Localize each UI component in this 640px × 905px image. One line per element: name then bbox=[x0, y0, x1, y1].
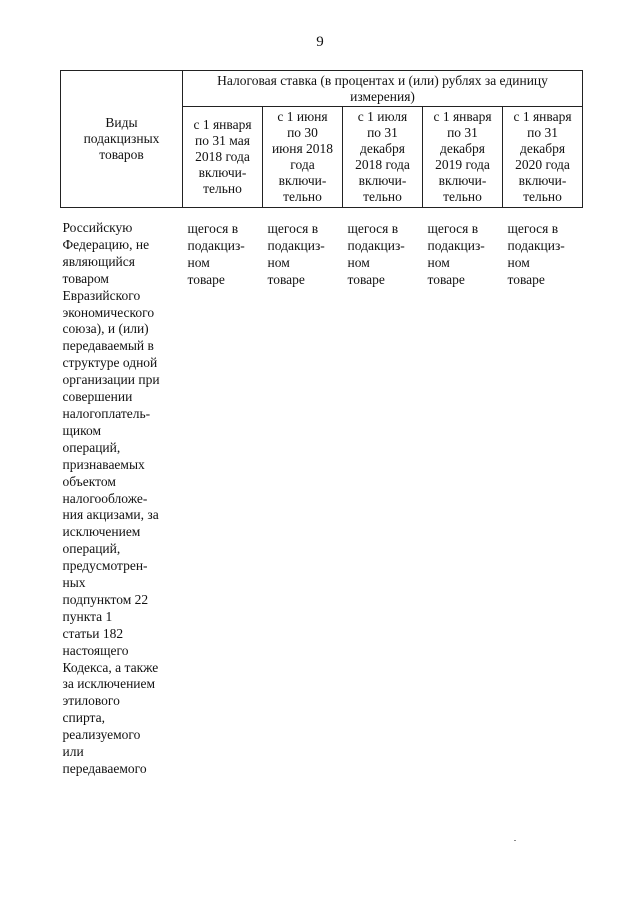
period-header-4: с 1 января по 31 декабря 2019 года включи- тельно bbox=[423, 107, 503, 208]
table-row bbox=[61, 220, 583, 778]
rate-cell-5: щегося в подакциз- ном товаре bbox=[507, 221, 565, 287]
tax-rate-header: Налоговая ставка (в процентах и (или) рублях за единицу измерения) bbox=[183, 71, 583, 107]
rate-cell-2: щегося в подакциз- ном товаре bbox=[267, 221, 325, 287]
goods-type-header: Виды подакцизных товаров bbox=[61, 71, 183, 208]
rate-cell-3: щегося в подакциз- ном товаре bbox=[347, 221, 405, 287]
scan-speck bbox=[514, 840, 516, 841]
goods-description-cell: Российскую Федерацию, не являющийся товаром Евразийского экономического союза), и (или) передаваемый в структуре одной организации при совершении налогоплатель- щиком операций, признаваемых объектом налогообложе- ния акцизами, за исключением операций, предусмотрен- ных подпунктом 22 пункта 1 статьи 182 настоящего Кодекса, а также за исключением этилового спирта, реализуемого или передаваемого bbox=[62, 220, 160, 776]
rate-cell-4: щегося в подакциз- ном товаре bbox=[427, 221, 485, 287]
period-header-5: с 1 января по 31 декабря 2020 года включи- тельно bbox=[503, 107, 583, 208]
excise-tax-rate-table bbox=[60, 70, 583, 778]
period-header-1: с 1 января по 31 мая 2018 года включи- тельно bbox=[183, 107, 263, 208]
page-number: 9 bbox=[316, 34, 324, 50]
rate-cell-1: щегося в подакциз- ном товаре bbox=[187, 221, 245, 287]
period-header-3: с 1 июля по 31 декабря 2018 года включи- тельно bbox=[343, 107, 423, 208]
period-header-2: с 1 июня по 30 июня 2018 года включи- тельно bbox=[263, 107, 343, 208]
